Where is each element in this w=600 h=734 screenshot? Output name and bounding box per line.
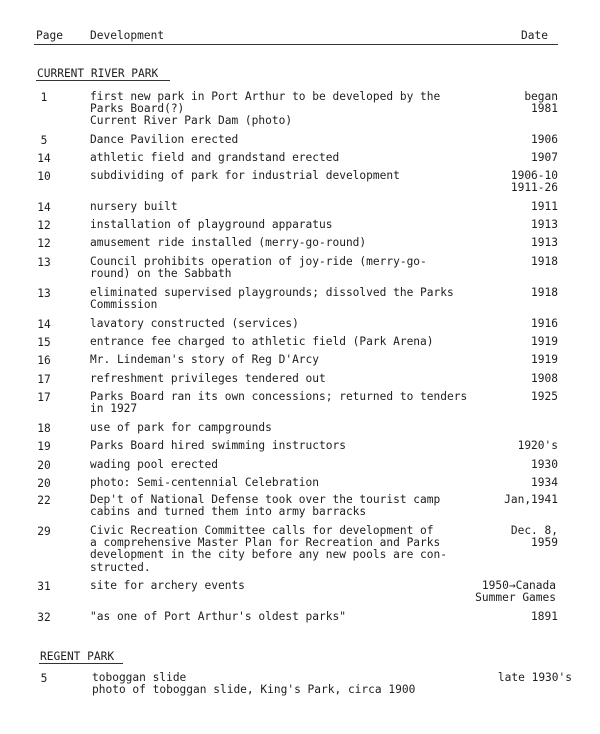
item-date (511, 525, 558, 549)
item-date (531, 219, 558, 231)
item-description (90, 237, 490, 249)
item-date (531, 611, 558, 623)
item-description (92, 672, 472, 696)
date-line: 1918 (531, 286, 558, 299)
description-line: photo of toboggan slide, King's Park, circa 1900 (92, 683, 416, 697)
item-description (90, 494, 490, 518)
date-line: 1911-26 (510, 181, 558, 195)
item-description (90, 318, 490, 330)
section-title-current-river-park: CURRENT RIVER PARK (37, 67, 159, 80)
date-line: began (524, 90, 558, 103)
description-line: Parks Board ran its own concessions; returned to tenders (90, 390, 468, 403)
date-line: 1913 (531, 218, 558, 231)
item-description (90, 152, 490, 164)
date-line: 1913 (531, 236, 558, 249)
item-page-number: 32 (37, 611, 51, 624)
header-page: Page (36, 29, 63, 42)
header-date: Date (521, 29, 548, 42)
item-date (518, 440, 558, 452)
item-description (90, 256, 490, 280)
item-description (90, 170, 490, 182)
description-line: use of park for campgrounds (90, 421, 272, 434)
date-line: 1919 (531, 335, 558, 348)
item-page-number: 5 (40, 134, 48, 147)
item-page-number: 15 (37, 336, 51, 349)
item-page-number: 14 (37, 152, 51, 165)
item-date (531, 237, 558, 249)
item-date (524, 91, 558, 115)
description-line: "as one of Port Arthur's oldest parks" (90, 610, 346, 623)
item-page-number: 20 (37, 459, 51, 472)
item-description (90, 354, 490, 366)
item-page-number: 10 (37, 170, 51, 183)
item-description (90, 459, 490, 471)
description-line: refreshment privileges tendered out (90, 372, 326, 385)
date-line: 1925 (531, 390, 558, 403)
item-date (511, 170, 558, 194)
date-line: Summer Games (475, 591, 556, 605)
item-page-number: 12 (37, 219, 51, 232)
date-line: Dec. 8, (510, 524, 558, 537)
date-line: 1891 (531, 610, 558, 623)
date-line: 1908 (531, 372, 558, 385)
item-page-number: 19 (37, 440, 51, 453)
item-date (531, 373, 558, 385)
description-line: Dep't of National Defense took over the tourist camp (90, 493, 441, 506)
item-date (531, 152, 558, 164)
date-line: late 1930's (497, 671, 572, 684)
item-page-number: 5 (40, 672, 48, 685)
date-line: 1959 (531, 536, 558, 550)
item-page-number: 22 (37, 494, 51, 507)
description-line: cabins and turned them into army barracks (90, 505, 367, 519)
item-date (531, 354, 558, 366)
description-line: Council prohibits operation of joy-ride (merry-go- (90, 255, 427, 268)
item-date (531, 134, 558, 146)
item-page-number: 14 (37, 318, 51, 331)
date-line: 1919 (531, 353, 558, 366)
item-date (531, 201, 558, 213)
item-page-number: 17 (37, 373, 51, 386)
item-date (531, 391, 558, 403)
item-description (90, 219, 490, 231)
date-line: 1911 (531, 200, 558, 213)
item-description (90, 611, 490, 623)
date-line: 1920's (517, 439, 558, 452)
item-page-number: 17 (37, 391, 51, 404)
description-line: athletic field and grandstand erected (90, 151, 340, 164)
item-page-number: 14 (37, 201, 51, 214)
description-line: Civic Recreation Committee calls for development of (90, 524, 434, 537)
item-page-number: 29 (37, 525, 51, 538)
description-line: Commission (90, 298, 158, 312)
item-date (531, 459, 558, 471)
description-line: nursery built (90, 200, 178, 213)
item-description (90, 287, 490, 311)
description-line: installation of playground apparatus (90, 218, 333, 231)
description-line: wading pool erected (90, 458, 218, 471)
description-line: structed. (90, 560, 151, 574)
item-page-number: 1 (40, 91, 48, 104)
item-page-number: 16 (37, 354, 51, 367)
date-line: 1918 (531, 255, 558, 268)
item-date (475, 580, 556, 604)
item-page-number: 20 (37, 477, 51, 490)
description-line: Parks Board(?) (90, 102, 185, 116)
item-description (90, 477, 490, 489)
header-rule (34, 44, 558, 45)
item-description (90, 391, 490, 415)
description-line: eliminated supervised playgrounds; dissolved the Parks (90, 286, 454, 299)
item-page-number: 13 (37, 287, 51, 300)
description-line: first new park in Port Arthur to be developed by the (90, 90, 441, 103)
item-date (531, 318, 558, 330)
item-date (531, 287, 558, 299)
description-line: lavatory constructed (services) (90, 317, 299, 330)
item-description (90, 525, 490, 574)
description-line: in 1927 (90, 402, 138, 416)
item-description (90, 134, 490, 146)
item-date (531, 336, 558, 348)
description-line: site for archery events (90, 579, 245, 592)
date-line: 1950→Canada (481, 579, 556, 592)
item-description (90, 201, 490, 213)
description-line: development in the city before any new pools are con- (90, 548, 447, 562)
description-line: entrance fee charged to athletic field (Park Arena) (90, 335, 434, 348)
item-date (531, 256, 558, 268)
date-line: 1916 (531, 317, 558, 330)
item-page-number: 18 (37, 422, 51, 435)
header-development: Development (90, 29, 165, 42)
date-line: 1981 (531, 102, 558, 116)
section-title-regent-park: REGENT PARK (40, 650, 115, 663)
description-line: round) on the Sabbath (90, 267, 232, 281)
date-line: 1930 (531, 458, 558, 471)
item-description (90, 422, 490, 434)
description-line: Parks Board hired swimming instructors (90, 439, 346, 452)
item-date (498, 672, 572, 684)
item-page-number: 13 (37, 256, 51, 269)
section-underline (39, 663, 123, 664)
description-line: photo: Semi-centennial Celebration (90, 476, 320, 489)
description-line: amusement ride installed (merry-go-round) (90, 236, 367, 249)
date-line: 1907 (531, 151, 558, 164)
item-description (90, 336, 490, 348)
item-page-number: 12 (37, 237, 51, 250)
item-date (531, 477, 558, 489)
item-page-number: 31 (37, 580, 51, 593)
description-line: a comprehensive Master Plan for Recreation and Parks (90, 536, 441, 550)
date-line: 1906 (531, 133, 558, 146)
date-line: Jan,1941 (504, 493, 558, 506)
date-line: 1934 (531, 476, 558, 489)
item-description (90, 373, 490, 385)
column-header (0, 29, 600, 45)
item-date (504, 494, 558, 506)
date-line: 1906-10 (510, 169, 558, 182)
item-description (90, 440, 490, 452)
description-line: Current River Park Dam (photo) (90, 114, 293, 128)
description-line: subdividing of park for industrial development (90, 169, 400, 182)
description-line: Dance Pavilion erected (90, 133, 239, 146)
description-line: Mr. Lindeman's story of Reg D'Arcy (90, 353, 320, 366)
item-description (90, 580, 490, 592)
item-description (90, 91, 490, 128)
description-line: toboggan slide (92, 671, 187, 684)
section-underline (36, 80, 170, 81)
